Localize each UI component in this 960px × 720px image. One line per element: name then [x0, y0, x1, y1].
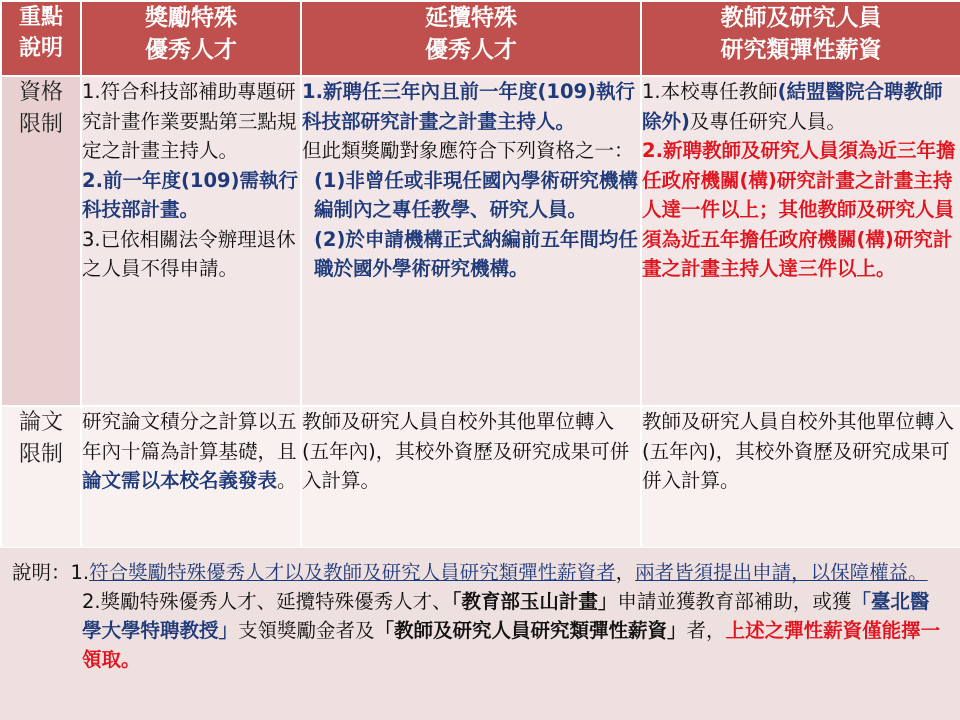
note-2-text: 者， — [686, 619, 726, 642]
cell-text-red: 2.新聘教師及研究人員須為近三年擔任政府機關(構)研究計畫之計畫主持人達一件以上；其他教師及研究人員須為近五年擔任政府機關(構)研究計畫之計畫主持人達三件以上。 — [642, 139, 956, 280]
cell-qualification-reward — [81, 76, 301, 406]
cell-text: 教師及研究人員自校外其他單位轉入(五年內)，其校外資歷及研究成果可併入計算。 — [302, 410, 630, 492]
row-label-paper — [1, 406, 81, 548]
note-2-text: 支領獎勵金者及 — [238, 619, 375, 642]
note-1-text: 兩者皆須提出申請，以保障權益。 — [635, 561, 928, 584]
note-2-highlight: 「臺北醫學大學特聘教授」 — [82, 590, 930, 642]
cell-text-highlight: 1.新聘任三年內且前一年度(109)執行科技部研究計畫之計畫主持人。 — [302, 80, 636, 133]
header-key-points-line2: 說明 — [18, 36, 63, 61]
note-2-text: 2.獎勵特殊優秀人才、延攬特殊優秀人才、 — [82, 590, 452, 613]
cell-qualification-recruit — [301, 76, 641, 406]
header-key-points — [1, 1, 81, 76]
note-1-sep: ， — [615, 561, 636, 584]
note-item-1 — [12, 558, 944, 587]
cell-paragraph — [82, 407, 300, 496]
cell-qualification-salary — [641, 76, 960, 406]
note-2-bold: 「教育部玉山計畫」 — [451, 590, 618, 613]
cell-text: 1.符合科技部補助專題研究計畫作業要點第三點規定之計畫主持人。 — [82, 80, 297, 162]
note-2-bold: 「教師及研究人員研究類彈性薪資」 — [374, 619, 687, 642]
header-reward-line2: 優秀人才 — [145, 37, 237, 63]
row-label-qualification — [1, 76, 81, 406]
cell-text: 1.本校專任教師 — [642, 80, 778, 103]
row-label-line2: 限制 — [18, 112, 63, 137]
header-recruit-line1: 延攬特殊 — [425, 5, 517, 31]
note-item-2 — [12, 587, 944, 674]
header-reward-line1: 獎勵特殊 — [145, 5, 237, 31]
cell-text-highlight: (結盟醫院合聘教師除外) — [642, 80, 943, 133]
row-label-line1: 資格 — [18, 80, 63, 105]
row-label-line1: 論文 — [18, 410, 63, 435]
header-reward-talent — [81, 1, 301, 76]
cell-paper-salary — [641, 406, 960, 548]
note-2-text: 申請並獲教育部補助，或獲 — [617, 590, 852, 613]
cell-paper-recruit — [301, 406, 641, 548]
cell-paragraph — [642, 77, 960, 136]
cell-text: 但此類獎勵對象應符合下列資格之一： — [302, 139, 634, 162]
cell-text-highlight: 論文需以本校名義發表 — [82, 469, 278, 492]
note-1-highlight: 符合獎勵特殊優秀人才以及教師及研究人員研究類彈性薪資者 — [89, 561, 616, 584]
header-recruit-line2: 優秀人才 — [425, 37, 517, 63]
table-row — [1, 406, 960, 548]
notes-panel — [0, 548, 960, 720]
cell-text-highlight: (2)於申請機構正式納編前五年間均任職於國外學術研究機構。 — [314, 227, 638, 280]
header-recruit-talent — [301, 1, 641, 76]
header-key-points-line1: 重點 — [18, 5, 63, 30]
cell-text: 。 — [277, 469, 297, 492]
table-row — [1, 76, 960, 406]
note-2-red: 上述之彈性薪資僅能擇一領取。 — [82, 619, 941, 671]
cell-text: 及專任研究人員。 — [689, 109, 846, 133]
cell-text: 教師及研究人員自校外其他單位轉入(五年內)，其校外資歷及研究成果可併入計算。 — [642, 410, 955, 492]
notes-lead: 說明：1. — [12, 561, 90, 584]
header-row — [1, 1, 960, 76]
cell-text: 3.已依相關法令辦理退休之人員不得申請。 — [82, 227, 296, 280]
cell-text-highlight: (1)非曾任或非現任國內學術研究機構編制內之專任教學、研究人員。 — [314, 168, 638, 221]
header-salary-line2: 研究類彈性薪資 — [720, 37, 882, 63]
cell-paper-reward — [81, 406, 301, 548]
cell-text: 研究論文積分之計算以五年內十篇為計算基礎，且 — [82, 410, 297, 463]
header-salary-line1: 教師及研究人員 — [720, 5, 882, 31]
header-flexible-salary — [641, 1, 960, 76]
cell-text-highlight: 2.前一年度(109)需執行科技部計畫。 — [82, 168, 299, 221]
row-label-line2: 限制 — [18, 442, 63, 467]
